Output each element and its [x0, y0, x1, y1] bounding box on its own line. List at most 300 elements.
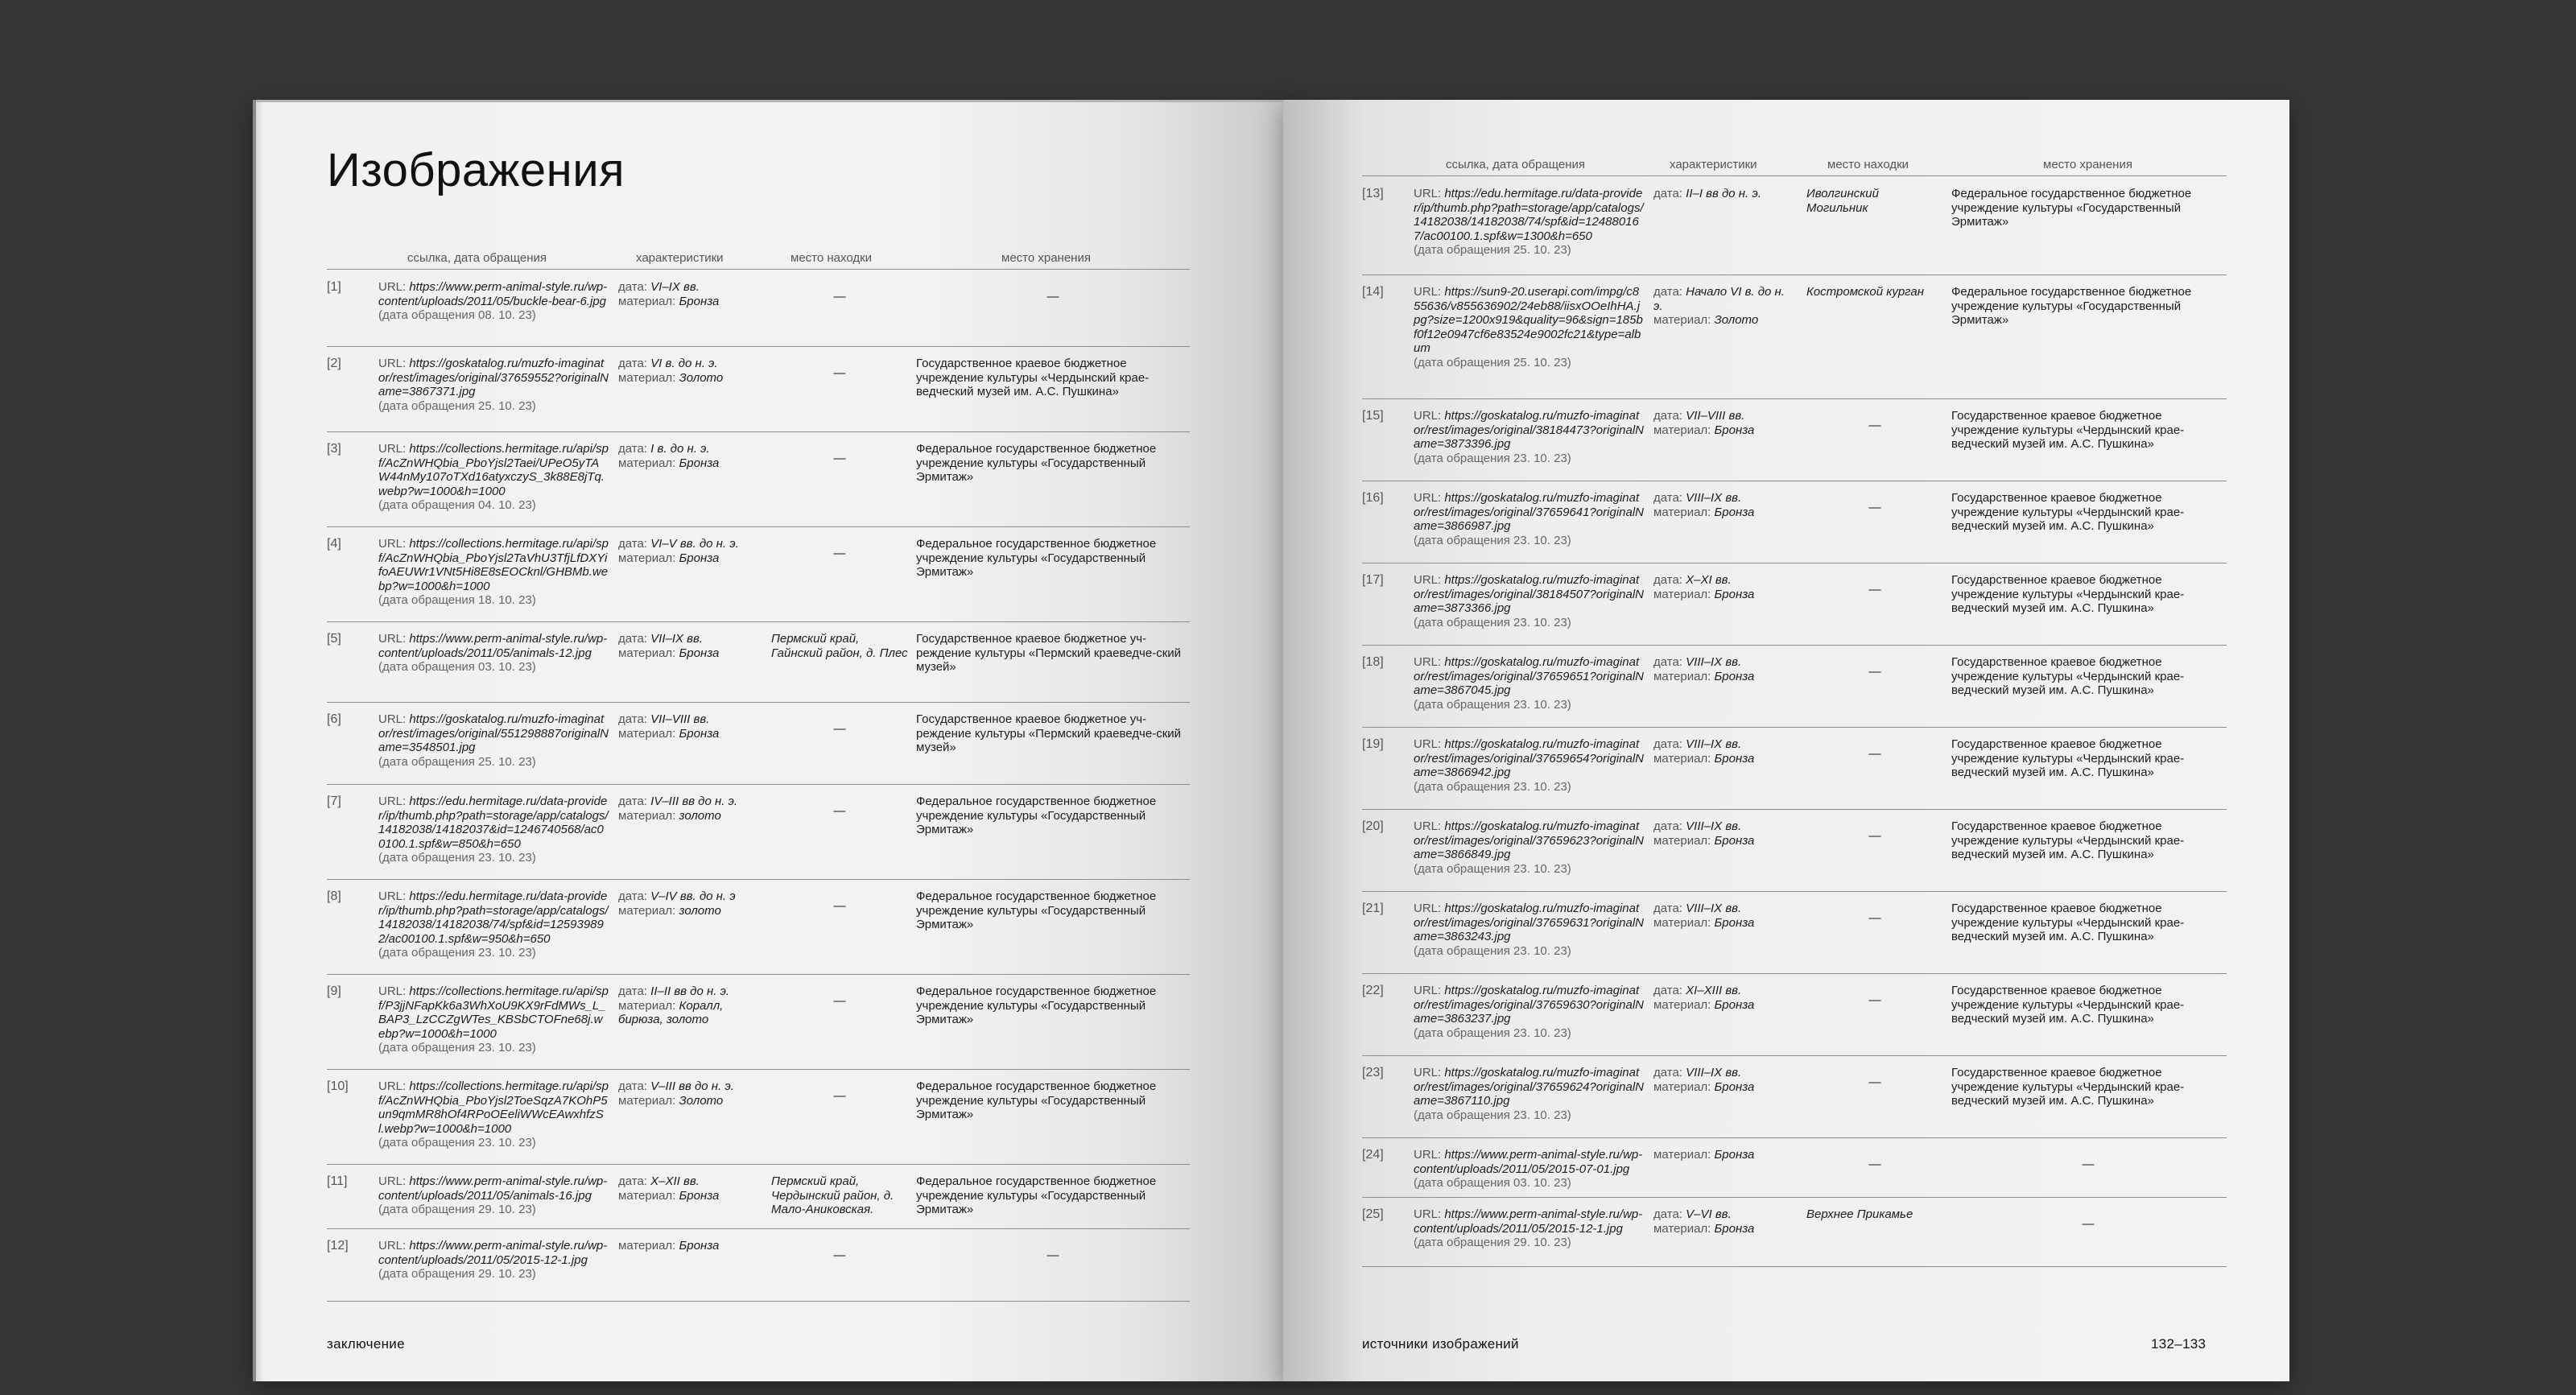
- date-value: VII–VIII вв.: [650, 712, 710, 726]
- storage-place: Государственное краевое бюджетное учреждение культуры «Чердынский крае-ведческий музей им. А.С. Пушкина»: [1951, 819, 2185, 861]
- table-header-right: [1362, 150, 2227, 176]
- url-label: URL:: [378, 1174, 410, 1188]
- date-value: VIII–IX вв.: [1686, 655, 1742, 669]
- material-label: материал:: [618, 370, 679, 385]
- date-value: VII–IX вв.: [650, 632, 704, 646]
- characteristics: [1653, 187, 1797, 201]
- url-text: https://edu.hermitage.ru/data-provider/ip/thumb.php?path=storage/app/catalogs/14182038/14182038/74/spf&id=124880167/ac00100.1.spf&w=1300&h=650: [1414, 187, 1644, 243]
- url-label: URL:: [378, 1239, 410, 1253]
- find-place: —: [1868, 501, 1881, 514]
- material-label: материал:: [1653, 587, 1715, 601]
- table-row: [327, 622, 1190, 703]
- date-label: дата:: [1653, 902, 1686, 915]
- date-line: [1653, 902, 1797, 916]
- access-date: (дата обращения 04. 10. 23): [378, 498, 536, 512]
- characteristics: [618, 1174, 762, 1203]
- material-value: Бронза: [679, 551, 720, 565]
- characteristics: [1653, 902, 1797, 930]
- material-label: материал:: [618, 998, 679, 1013]
- material-label: материал:: [618, 726, 679, 741]
- date-label: дата:: [1653, 573, 1686, 587]
- date-value: V–III вв до н. э.: [650, 1079, 734, 1093]
- storage-place: Федеральное государственное бюджетное учреждение культуры «Государственный Эрмитаж»: [1951, 285, 2192, 327]
- material-line: [1653, 506, 1797, 520]
- table-row: [1362, 399, 2227, 481]
- table-header-left: [327, 243, 1190, 270]
- material-value: Бронза: [679, 1239, 720, 1253]
- material-line: [1653, 834, 1797, 848]
- url-text: https://goskatalog.ru/muzfo-imaginator/rest/images/original/37659624?originalName=3867110.jpg: [1414, 1066, 1645, 1108]
- date-line: [1653, 737, 1797, 752]
- url-text: https://collections.hermitage.ru/api/spf/AcZnWHQbia_PboYjsl2ToeSqzA7KOhP5un9qmMR8hOf4RPoOEeliWWcEAwxhfzSl.webp?w=1000&h=1000: [378, 1079, 609, 1136]
- material-label: материал:: [618, 456, 679, 470]
- material-line: [618, 456, 762, 471]
- url-text: https://goskatalog.ru/muzfo-imaginator/rest/images/original/37659623?originalName=3866849.jpg: [1414, 819, 1645, 861]
- material-value: Бронза: [1714, 751, 1755, 766]
- source-url: [378, 1079, 609, 1150]
- characteristics: [618, 794, 762, 823]
- material-value: Бронза: [1714, 1148, 1755, 1162]
- url-label: URL:: [378, 442, 410, 456]
- material-value: Золото: [1714, 313, 1759, 327]
- find-place: —: [1868, 583, 1881, 596]
- material-value: Бронза: [679, 1188, 720, 1203]
- characteristics: [618, 889, 762, 918]
- material-label: материал:: [1653, 997, 1715, 1012]
- material-value: золото: [679, 808, 721, 823]
- source-url: [1414, 573, 1644, 629]
- page-edge: [256, 100, 1286, 102]
- find-place: —: [1868, 911, 1881, 925]
- source-number: [6]: [327, 712, 341, 726]
- characteristics: [618, 280, 762, 308]
- material-label: материал:: [1653, 669, 1715, 683]
- material-line: [1653, 670, 1797, 684]
- url-text: https://collections.hermitage.ru/api/spf/AcZnWHQbia_PboYjsl2Taei/UPeO5yTAW44nMy107oTXd16atyxczyS_3k88E8jTq.webp?w=1000&h=1000: [378, 442, 609, 498]
- source-url: [378, 1174, 609, 1217]
- url-text: https://www.perm-animal-style.ru/wp-content/uploads/2011/05/2015-12-1.jpg: [378, 1239, 608, 1267]
- table-row: [327, 270, 1190, 347]
- url-label: URL:: [378, 1079, 410, 1093]
- date-value: X–XI вв.: [1686, 573, 1732, 587]
- header-find-place: место находки: [791, 251, 873, 265]
- source-url: [1414, 819, 1644, 876]
- find-place: —: [833, 547, 846, 560]
- material-value: Бронза: [1714, 1079, 1755, 1094]
- table-row: [327, 703, 1190, 785]
- material-label: материал:: [618, 1188, 679, 1203]
- table-row: [327, 785, 1190, 880]
- material-value: Бронза: [1714, 669, 1755, 683]
- date-line: [1653, 1207, 1797, 1222]
- access-date: (дата обращения 23. 10. 23): [378, 851, 536, 865]
- material-line: [618, 727, 762, 741]
- find-place: Иволгинский Могильник: [1806, 187, 1879, 215]
- material-value: Бронза: [1714, 423, 1755, 437]
- date-label: дата:: [618, 1079, 651, 1093]
- date-value: X–XII вв.: [650, 1174, 700, 1188]
- find-place: —: [833, 899, 846, 913]
- access-date: (дата обращения 29. 10. 23): [378, 1267, 536, 1281]
- find-place: Пермский край, Чердынский район, д. Мало-Аниковская.: [771, 1174, 894, 1216]
- access-date: (дата обращения 25. 10. 23): [378, 398, 536, 413]
- storage-place: Федеральное государственное бюджетное учреждение культуры «Государственный Эрмитаж»: [916, 537, 1157, 579]
- source-number: [9]: [327, 984, 341, 998]
- url-label: URL:: [1414, 1066, 1445, 1079]
- date-line: [1653, 573, 1797, 588]
- date-label: дата:: [1653, 491, 1686, 505]
- date-label: дата:: [1653, 409, 1686, 423]
- header-characteristics: характеристики: [636, 251, 724, 265]
- date-value: VII–VIII вв.: [1686, 409, 1745, 423]
- material-value: Золото: [679, 370, 724, 385]
- material-label: материал:: [1653, 915, 1715, 930]
- footer-section-title: источники изображений: [1362, 1336, 1519, 1352]
- url-text: https://www.perm-animal-style.ru/wp-content/uploads/2011/05/2015-12-1.jpg: [1414, 1207, 1643, 1236]
- date-value: I в. до н. э.: [650, 442, 710, 456]
- storage-place: Федеральное государственное бюджетное учреждение культуры «Государственный Эрмитаж»: [916, 442, 1157, 484]
- table-row: [1362, 728, 2227, 810]
- access-date: (дата обращения 03. 10. 23): [378, 660, 536, 674]
- date-line: [1653, 285, 1797, 313]
- storage-place: —: [2082, 1158, 2095, 1171]
- table-row: [327, 880, 1190, 975]
- date-value: VI в. до н. э.: [650, 357, 718, 370]
- date-line: [618, 794, 762, 809]
- date-label: дата:: [618, 537, 651, 551]
- table-row: [327, 527, 1190, 622]
- material-label: материал:: [1653, 751, 1715, 766]
- find-place: —: [833, 1248, 846, 1262]
- access-date: (дата обращения 23. 10. 23): [378, 946, 536, 960]
- find-place: —: [833, 366, 846, 380]
- date-value: Начало VI в. до н. э.: [1653, 285, 1785, 313]
- date-label: дата:: [1653, 737, 1686, 751]
- url-text: https://goskatalog.ru/muzfo-imaginator/rest/images/original/37659654?originalName=3866942.jpg: [1414, 737, 1645, 779]
- material-value: Бронза: [1714, 997, 1755, 1012]
- date-label: дата:: [618, 794, 651, 808]
- source-number: [1]: [327, 280, 341, 294]
- url-label: URL:: [378, 889, 410, 903]
- material-line: [1653, 588, 1797, 602]
- find-place: Пермский край, Гайнский район, д. Плес: [771, 632, 908, 660]
- find-place: —: [1868, 747, 1881, 761]
- source-url: [1414, 1207, 1644, 1250]
- source-url: [378, 984, 609, 1055]
- find-place: —: [1868, 665, 1881, 679]
- date-label: дата:: [618, 712, 651, 726]
- material-value: Бронза: [679, 294, 720, 308]
- find-place: —: [1868, 1075, 1881, 1089]
- source-number: [25]: [1362, 1207, 1384, 1221]
- characteristics: [1653, 984, 1797, 1012]
- url-label: URL:: [378, 280, 410, 294]
- material-value: золото: [679, 903, 721, 918]
- characteristics: [1653, 409, 1797, 437]
- source-number: [12]: [327, 1239, 349, 1253]
- access-date: (дата обращения 08. 10. 23): [378, 308, 536, 322]
- date-label: дата:: [1653, 187, 1686, 200]
- url-text: https://goskatalog.ru/muzfo-imaginator/rest/images/original/37659630?originalName=3863237.jpg: [1414, 984, 1645, 1026]
- date-value: V–IV вв. до н. э: [650, 889, 736, 903]
- url-label: URL:: [378, 632, 410, 646]
- material-line: [1653, 1148, 1797, 1162]
- material-label: материал:: [1653, 1079, 1715, 1094]
- material-label: материал:: [618, 294, 679, 308]
- table-row: [1362, 892, 2227, 974]
- date-label: дата:: [1653, 819, 1686, 833]
- material-line: [1653, 313, 1797, 328]
- material-line: [618, 999, 762, 1027]
- material-label: материал:: [618, 1093, 679, 1108]
- table-row: [327, 347, 1190, 432]
- characteristics: [1653, 1066, 1797, 1094]
- material-value: Золото: [679, 1093, 724, 1108]
- material-line: [618, 646, 762, 661]
- source-url: [1414, 409, 1644, 465]
- date-value: II–I вв до н. э.: [1686, 187, 1761, 200]
- url-label: URL:: [1414, 285, 1445, 299]
- source-number: [14]: [1362, 285, 1384, 299]
- date-label: дата:: [1653, 655, 1686, 669]
- storage-place: Государственное краевое бюджетное учреждение культуры «Чердынский крае-ведческий музей им. А.С. Пушкина»: [1951, 573, 2185, 615]
- access-date: (дата обращения 23. 10. 23): [1414, 861, 1571, 876]
- table-row: [1362, 481, 2227, 563]
- material-line: [618, 1239, 762, 1253]
- date-label: дата:: [618, 632, 651, 646]
- storage-place: Федеральное государственное бюджетное учреждение культуры «Государственный Эрмитаж»: [1951, 187, 2192, 229]
- material-line: [1653, 1222, 1797, 1236]
- table-row: [327, 432, 1190, 527]
- date-line: [1653, 1066, 1797, 1080]
- url-label: URL:: [1414, 737, 1445, 751]
- table-row: [327, 1165, 1190, 1229]
- characteristics: [618, 1079, 762, 1108]
- url-text: https://collections.hermitage.ru/api/spf/P3jjNFapKk6a3WhXoU9KX9rFdMWs_L_BAP3_LzCCZgWTes_KBSbCTOFne68j.webp?w=1000&h=1000: [378, 984, 609, 1041]
- url-text: https://www.perm-animal-style.ru/wp-content/uploads/2011/05/animals-16.jpg: [378, 1174, 608, 1203]
- source-url: [1414, 187, 1644, 258]
- characteristics: [1653, 819, 1797, 848]
- url-label: URL:: [1414, 573, 1445, 587]
- header-link: ссылка, дата обращения: [1446, 158, 1585, 171]
- storage-place: Федеральное государственное бюджетное учреждение культуры «Государственный Эрмитаж»: [916, 889, 1157, 931]
- table-row: [327, 1070, 1190, 1165]
- source-number: [10]: [327, 1079, 349, 1093]
- material-line: [618, 551, 762, 566]
- date-label: дата:: [618, 889, 651, 903]
- material-label: материал:: [1653, 423, 1715, 437]
- access-date: (дата обращения 23. 10. 23): [378, 1041, 536, 1055]
- source-url: [378, 1239, 609, 1282]
- date-line: [1653, 655, 1797, 670]
- material-value: Коралл, бирюза, золото: [618, 998, 724, 1026]
- material-value: Бронза: [1714, 505, 1755, 519]
- date-line: [1653, 984, 1797, 998]
- url-text: https://goskatalog.ru/muzfo-imaginator/rest/images/original/38184507?originalName=3873366.jpg: [1414, 573, 1645, 615]
- characteristics: [618, 537, 762, 565]
- storage-place: Государственное краевое бюджетное уч-реждение культуры «Пермский краеведче-ский музей»: [916, 712, 1182, 754]
- date-label: дата:: [1653, 984, 1686, 997]
- url-label: URL:: [1414, 1148, 1445, 1162]
- date-label: дата:: [1653, 285, 1686, 299]
- date-value: XI–XIII вв.: [1686, 984, 1742, 997]
- source-url: [378, 632, 609, 675]
- characteristics: [1653, 285, 1797, 328]
- characteristics: [1653, 491, 1797, 519]
- access-date: (дата обращения 25. 10. 23): [378, 754, 536, 769]
- find-place: —: [1868, 1158, 1881, 1171]
- access-date: (дата обращения 29. 10. 23): [378, 1203, 536, 1216]
- table-row: [327, 975, 1190, 1070]
- url-label: URL:: [1414, 902, 1445, 915]
- header-link: ссылка, дата обращения: [407, 251, 547, 265]
- header-characteristics: характеристики: [1670, 158, 1757, 171]
- storage-place: Государственное краевое бюджетное учреждение культуры «Чердынский крае-ведческий музей им. А.С. Пушкина»: [1951, 655, 2185, 697]
- find-place: Костромской курган: [1806, 285, 1924, 299]
- url-text: https://goskatalog.ru/muzfo-imaginator/rest/images/original/551298887originalName=3548501.jpg: [378, 712, 609, 754]
- header-storage: место хранения: [1001, 251, 1091, 265]
- access-date: (дата обращения 03. 10. 23): [1414, 1176, 1571, 1190]
- material-label: материал:: [1653, 505, 1715, 519]
- characteristics: [618, 357, 762, 385]
- source-url: [378, 537, 609, 608]
- storage-place: Государственное краевое бюджетное учреждение культуры «Чердынский крае-ведческий музей им. А.С. Пушкина»: [1951, 984, 2185, 1026]
- url-text: https://www.perm-animal-style.ru/wp-content/uploads/2011/05/2015-07-01.jpg: [1414, 1148, 1643, 1176]
- date-line: [618, 889, 762, 904]
- source-number: [22]: [1362, 984, 1384, 997]
- date-line: [618, 280, 762, 295]
- source-number: [18]: [1362, 655, 1384, 669]
- right-page: [1283, 100, 2289, 1381]
- find-place: Верхнее Прикамье: [1806, 1207, 1913, 1221]
- access-date: (дата обращения 23. 10. 23): [378, 1136, 536, 1149]
- material-value: Бронза: [679, 726, 720, 741]
- material-label: материал:: [1653, 1221, 1715, 1236]
- source-number: [8]: [327, 889, 341, 903]
- source-number: [17]: [1362, 573, 1384, 587]
- storage-place: Государственное краевое бюджетное учреждение культуры «Чердынский крае-ведческий музей им. А.С. Пушкина»: [1951, 491, 2185, 533]
- url-label: URL:: [378, 357, 410, 370]
- access-date: (дата обращения 25. 10. 23): [1414, 355, 1571, 369]
- source-url: [1414, 491, 1644, 547]
- table-row: [1362, 1198, 2227, 1267]
- material-line: [618, 904, 762, 918]
- url-label: URL:: [378, 984, 410, 998]
- characteristics: [1653, 1148, 1797, 1162]
- url-label: URL:: [1414, 819, 1445, 833]
- url-label: URL:: [1414, 984, 1445, 997]
- material-line: [618, 371, 762, 386]
- table-row: [1362, 275, 2227, 399]
- storage-place: Государственное краевое бюджетное учреждение культуры «Чердынский крае-ведческий музей им. А.С. Пушкина»: [1951, 1066, 2185, 1108]
- material-value: Бронза: [679, 646, 720, 660]
- date-label: дата:: [618, 442, 651, 456]
- date-line: [618, 1174, 762, 1189]
- left-page: [253, 100, 1286, 1381]
- date-value: IV–III вв до н. э.: [650, 794, 738, 808]
- characteristics: [1653, 655, 1797, 683]
- page-title: Изображения: [327, 144, 625, 196]
- characteristics: [1653, 573, 1797, 601]
- material-label: материал:: [618, 551, 679, 565]
- source-number: [2]: [327, 357, 341, 370]
- access-date: (дата обращения 23. 10. 23): [1414, 943, 1571, 958]
- storage-place: Государственное краевое бюджетное учреждение культуры «Чердынский крае-ведческий музей им. А.С. Пушкина»: [1951, 902, 2185, 943]
- find-place: —: [833, 994, 846, 1008]
- source-url: [1414, 984, 1644, 1040]
- url-text: https://goskatalog.ru/muzfo-imaginator/rest/images/original/38184473?originalName=3873396.jpg: [1414, 409, 1645, 451]
- material-line: [1653, 423, 1797, 438]
- access-date: (дата обращения 29. 10. 23): [1414, 1236, 1571, 1249]
- date-value: II–II вв до н. э.: [650, 984, 730, 998]
- url-label: URL:: [378, 794, 410, 808]
- date-value: VIII–IX вв.: [1686, 819, 1742, 833]
- url-label: URL:: [378, 712, 410, 726]
- material-label: материал:: [618, 1239, 679, 1253]
- source-url: [378, 712, 609, 769]
- access-date: (дата обращения 23. 10. 23): [1414, 779, 1571, 794]
- storage-place: Государственное краевое бюджетное учреждение культуры «Чердынский крае-ведческий музей им. А.С. Пушкина»: [1951, 409, 2185, 451]
- table-row: [1362, 810, 2227, 892]
- footer-section: заключение: [327, 1336, 405, 1352]
- date-value: VIII–IX вв.: [1686, 737, 1742, 751]
- url-text: https://goskatalog.ru/muzfo-imaginator/rest/images/original/37659641?originalName=3866987.jpg: [1414, 491, 1645, 533]
- date-value: VIII–IX вв.: [1686, 1066, 1742, 1079]
- url-label: URL:: [1414, 409, 1445, 423]
- material-line: [1653, 1080, 1797, 1095]
- url-text: https://goskatalog.ru/muzfo-imaginator/rest/images/original/37659651?originalName=3867045.jpg: [1414, 655, 1645, 697]
- date-line: [618, 1079, 762, 1094]
- source-number: [21]: [1362, 902, 1384, 915]
- find-place: —: [833, 290, 846, 303]
- material-label: материал:: [618, 808, 679, 823]
- find-place: —: [833, 804, 846, 818]
- table-row: [1362, 974, 2227, 1056]
- material-value: Бронза: [1714, 915, 1755, 930]
- storage-place: Государственное краевое бюджетное учреждение культуры «Чердынский крае-ведческий музей им. А.С. Пушкина»: [1951, 737, 2185, 779]
- material-label: материал:: [1653, 1148, 1715, 1162]
- material-value: Бронза: [1714, 587, 1755, 601]
- date-label: дата:: [1653, 1066, 1686, 1079]
- material-line: [618, 1189, 762, 1203]
- storage-place: Государственное краевое бюджетное уч-реждение культуры «Пермский краеведче-ский музей»: [916, 632, 1182, 674]
- characteristics: [618, 712, 762, 741]
- source-url: [378, 794, 609, 865]
- storage-place: Федеральное государственное бюджетное учреждение культуры «Государственный Эрмитаж»: [916, 1174, 1157, 1216]
- source-url: [378, 889, 609, 960]
- find-place: —: [833, 722, 846, 736]
- table-row: [1362, 563, 2227, 646]
- characteristics: [618, 984, 762, 1027]
- find-place: —: [833, 452, 846, 465]
- material-label: материал:: [1653, 833, 1715, 848]
- source-number: [19]: [1362, 737, 1384, 751]
- date-value: V–VI вв.: [1686, 1207, 1732, 1221]
- material-line: [1653, 998, 1797, 1013]
- date-label: дата:: [618, 280, 651, 294]
- date-line: [618, 442, 762, 456]
- storage-place: Федеральное государственное бюджетное учреждение культуры «Государственный Эрмитаж»: [916, 1079, 1157, 1121]
- find-place: —: [1868, 829, 1881, 843]
- material-line: [618, 809, 762, 823]
- date-line: [618, 984, 762, 999]
- url-label: URL:: [1414, 491, 1445, 505]
- storage-place: —: [2082, 1217, 2095, 1231]
- date-line: [618, 632, 762, 646]
- source-url: [378, 280, 609, 323]
- access-date: (дата обращения 18. 10. 23): [378, 593, 536, 607]
- source-url: [378, 357, 609, 413]
